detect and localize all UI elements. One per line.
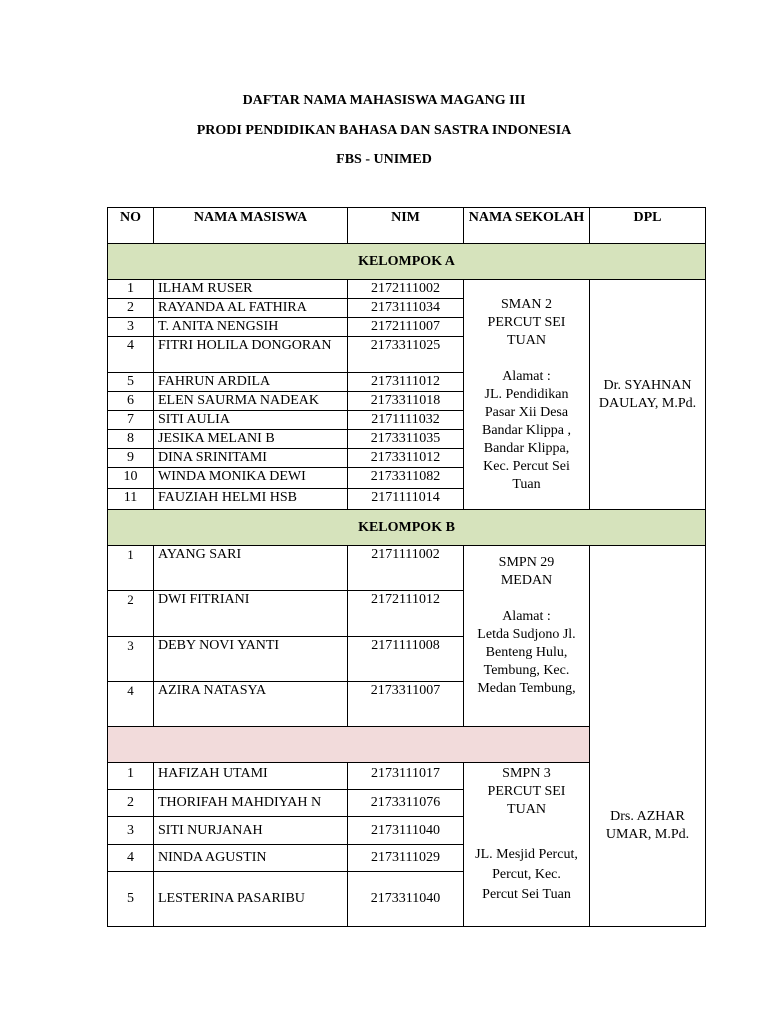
cell-nim: 2173311012	[348, 449, 464, 468]
cell-nim: 2172111007	[348, 318, 464, 337]
cell-name: SITI NURJANAH	[154, 817, 348, 845]
school-cell-b2	[464, 763, 590, 927]
cell-name: FITRI HOLILA DONGORAN	[154, 337, 348, 373]
title-line-2: PRODI PENDIDIKAN BAHASA DAN SASTRA INDONESIA	[196, 122, 572, 138]
cell-no: 11	[108, 489, 154, 510]
header-nim: NIM	[348, 208, 464, 244]
cell-no: 10	[108, 468, 154, 489]
group-label-a: KELOMPOK A	[108, 244, 706, 280]
cell-nim: 2173111034	[348, 299, 464, 318]
header-no: NO	[108, 208, 154, 244]
student-roster-table	[107, 207, 706, 927]
cell-no: 4	[108, 682, 154, 727]
cell-no: 9	[108, 449, 154, 468]
cell-name: NINDA AGUSTIN	[154, 845, 348, 872]
cell-nim: 2173111029	[348, 845, 464, 872]
table-row	[108, 280, 706, 299]
cell-no: 4	[108, 337, 154, 373]
table-header-row	[108, 208, 706, 244]
school-name-a: SMAN 2 PERCUT SEI TUAN	[487, 296, 566, 348]
cell-name: T. ANITA NENGSIH	[154, 318, 348, 337]
title-line-1: DAFTAR NAMA MAHASISWA MAGANG III	[242, 93, 526, 108]
cell-no: 5	[108, 373, 154, 392]
subgroup-separator	[108, 727, 590, 763]
cell-name: DINA SRINITAMI	[154, 449, 348, 468]
cell-no: 3	[108, 637, 154, 682]
cell-nim: 2171111014	[348, 489, 464, 510]
cell-no: 1	[108, 763, 154, 790]
cell-nim: 2173311040	[348, 872, 464, 927]
cell-name: SITI AULIA	[154, 411, 348, 430]
cell-name: DWI FITRIANI	[154, 591, 348, 637]
cell-name: ILHAM RUSER	[154, 280, 348, 299]
header-nama: NAMA MASISWA	[154, 208, 348, 244]
group-row-a	[108, 244, 706, 280]
school-address-b1: Alamat : Letda Sudjono Jl. Benteng Hulu, Tembung, Kec. Medan Tembung,	[477, 609, 576, 696]
cell-no: 2	[108, 299, 154, 318]
cell-nim: 2173311007	[348, 682, 464, 727]
cell-no: 8	[108, 430, 154, 449]
school-cell-a	[464, 280, 590, 510]
cell-name: FAUZIAH HELMI HSB	[154, 489, 348, 510]
cell-no: 3	[108, 817, 154, 845]
school-address-b2: JL. Mesjid Percut, Percut, Kec. Percut Sei Tuan	[475, 847, 578, 902]
header-sekolah: NAMA SEKOLAH	[464, 208, 590, 244]
cell-no: 6	[108, 392, 154, 411]
cell-name: LESTERINA PASARIBU	[154, 872, 348, 927]
cell-nim: 2172111012	[348, 591, 464, 637]
dpl-cell-b	[590, 546, 706, 927]
cell-no: 3	[108, 318, 154, 337]
cell-no: 2	[108, 790, 154, 817]
cell-nim: 2171111002	[348, 546, 464, 591]
cell-nim: 2173311076	[348, 790, 464, 817]
school-name-b2: SMPN 3 PERCUT SEI TUAN	[487, 766, 566, 817]
cell-no: 1	[108, 546, 154, 591]
cell-name: HAFIZAH UTAMI	[154, 763, 348, 790]
cell-nim: 2173311082	[348, 468, 464, 489]
cell-name: RAYANDA AL FATHIRA	[154, 299, 348, 318]
school-name-b1: SMPN 29 MEDAN	[498, 555, 555, 588]
group-row-b	[108, 510, 706, 546]
cell-nim: 2173311035	[348, 430, 464, 449]
cell-name: WINDA MONIKA DEWI	[154, 468, 348, 489]
cell-nim: 2171111008	[348, 637, 464, 682]
school-address-a: Alamat : JL. Pendidikan Pasar Xii Desa Bandar Klippa , Bandar Klippa, Kec. Percut Sei Tuan	[481, 368, 572, 492]
cell-name: AYANG SARI	[154, 546, 348, 591]
cell-name: JESIKA MELANI B	[154, 430, 348, 449]
cell-no: 2	[108, 591, 154, 637]
cell-nim: 2173111012	[348, 373, 464, 392]
cell-no: 7	[108, 411, 154, 430]
school-cell-b1	[464, 546, 590, 727]
cell-nim: 2171111032	[348, 411, 464, 430]
cell-name: THORIFAH MAHDIYAH N	[154, 790, 348, 817]
cell-nim: 2172111002	[348, 280, 464, 299]
cell-name: ELEN SAURMA NADEAK	[154, 392, 348, 411]
cell-nim: 2173311025	[348, 337, 464, 373]
cell-name: AZIRA NATASYA	[154, 682, 348, 727]
cell-nim: 2173111040	[348, 817, 464, 845]
table-row	[108, 546, 706, 591]
cell-no: 1	[108, 280, 154, 299]
title-line-3: FBS - UNIMED	[336, 152, 432, 167]
dpl-name-b: Drs. AZHAR UMAR, M.Pd.	[605, 809, 690, 842]
dpl-cell-a: Dr. SYAHNAN DAULAY, M.Pd.	[590, 280, 706, 510]
cell-nim: 2173311018	[348, 392, 464, 411]
cell-no: 4	[108, 845, 154, 872]
cell-no: 5	[108, 872, 154, 927]
cell-name: DEBY NOVI YANTI	[154, 637, 348, 682]
cell-name: FAHRUN ARDILA	[154, 373, 348, 392]
group-label-b: KELOMPOK B	[108, 510, 706, 546]
header-dpl: DPL	[590, 208, 706, 244]
document-title	[0, 92, 768, 181]
cell-nim: 2173111017	[348, 763, 464, 790]
